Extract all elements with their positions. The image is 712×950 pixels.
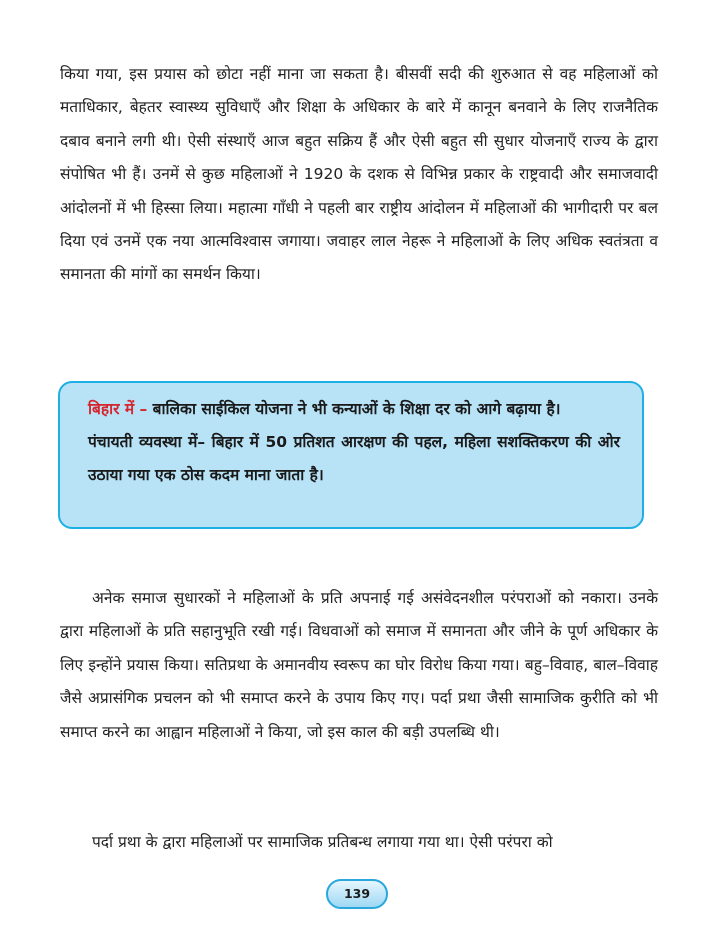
callout-label-panchayat: पंचायती व्यवस्था में– <box>88 433 206 451</box>
paragraph-purdah: पर्दा प्रथा के द्वारा महिलाओं पर सामाजिक प्रतिबन्ध लगाया गया था। ऐसी परंपरा को <box>92 833 553 851</box>
callout-label-bihar: बिहार में – <box>88 400 148 418</box>
callout-line-panchayat <box>88 426 620 492</box>
bihar-info-box <box>58 381 644 529</box>
callout-line-bihar <box>88 393 620 426</box>
paragraph-social-reformers: अनेक समाज सुधारकों ने महिलाओं के प्रति अपनाई गई असंवेदनशील परंपराओं को नकारा। उनके द्वारा महिलाओं के प्रति सहानुभूति रखी गई। विधवाओं को समाज में समानता और जीने के पूर्ण अधिकार के लिए इन्होंने प्रयास किया। सतिप्रथा के अमानवीय स्वरूप का घोर विरोध किया गया। बहु–विवाह, बाल–विवाह जैसे अप्रासंगिक प्रचलन को भी समाप्त करने के उपाय किए गए। पर्दा प्रथा जैसी सामाजिक कुरीति को भी समाप्त करने का आह्वान महिलाओं ने किया, जो इस काल की बड़ी उपलब्धि थी। <box>60 589 658 741</box>
callout-text-panchayat: बिहार में 50 प्रतिशत आरक्षण की पहल, महिला सशक्तिकरण की ओर उठाया गया एक ठोस कदम माना जाता है। <box>88 433 620 484</box>
callout-text-bihar: बालिका साईकिल योजना ने भी कन्याओं के शिक्षा दर को आगे बढ़ाया है। <box>147 400 561 418</box>
paragraph-intro: किया गया, इस प्रयास को छोटा नहीं माना जा सकता है। बीसवीं सदी की शुरुआत से वह महिलाओं को मताधिकार, बेहतर स्वास्थ्य सुविधाएँ और शिक्षा के अधिकार के बारे में कानून बनवाने के लिए राजनैतिक दबाव बनाने लगी थी। ऐसी संस्थाएँ आज बहुत सक्रिय हैं और ऐसी बहुत सी सुधार योजनाएँ राज्य के द्वारा संपोषित भी हैं। उनमें से कुछ महिलाओं ने 1920 के दशक से विभिन्न प्रकार के राष्ट्रवादी और समाजवादी आंदोलनों में भी हिस्सा लिया। महात्मा गाँधी ने पहली बार राष्ट्रीय आंदोलन में महिलाओं की भागीदारी पर बल दिया एवं उनमें एक नया आत्मविश्वास जगाया। जवाहर लाल नेहरू ने महिलाओं के लिए अधिक स्वतंत्रता व समानता की मांगों का समर्थन किया। <box>60 65 658 284</box>
page-number-badge: 139 <box>326 879 388 909</box>
